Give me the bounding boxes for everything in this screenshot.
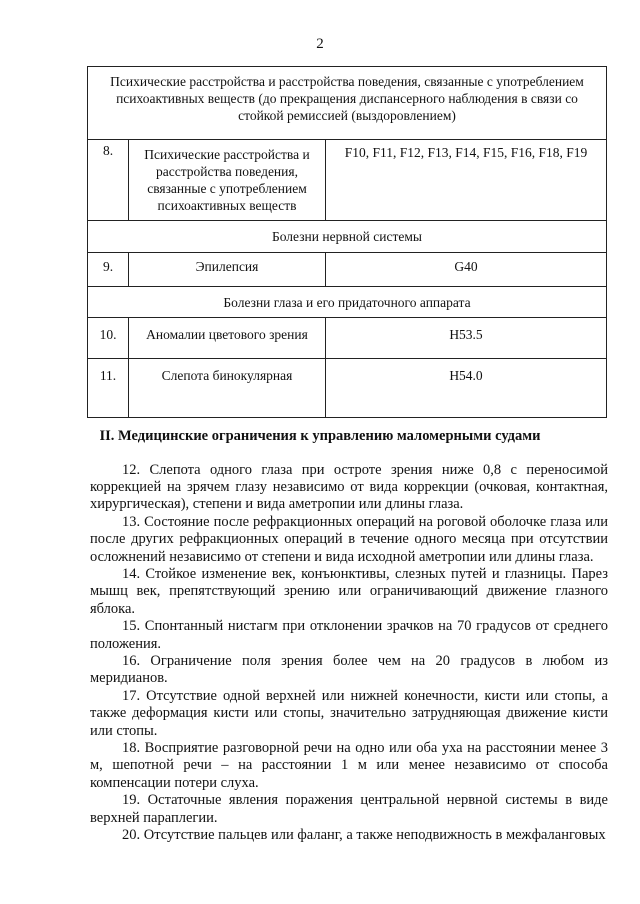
paragraph: 18. Восприятие разговорной речи на одно или оба уха на расстоянии менее 3 м, шепотной речи – на расстоянии 1 м или менее независимо от способа компенсации потери слуха. bbox=[90, 740, 608, 791]
table-row bbox=[88, 318, 607, 359]
restrictions-list bbox=[90, 462, 608, 845]
row-number: 11. bbox=[88, 359, 129, 418]
paragraph: 20. Отсутствие пальцев или фаланг, а также неподвижность в межфаланговых bbox=[122, 827, 606, 844]
diagnosis-table bbox=[87, 66, 607, 418]
row-number: 8. bbox=[88, 140, 129, 221]
section-cell: Болезни нервной системы bbox=[88, 221, 607, 253]
table-section-row bbox=[88, 221, 607, 253]
section-title: II. Медицинские ограничения к управлению маломерными судами bbox=[99, 428, 541, 444]
paragraph: 14. Стойкое изменение век, конъюнктивы, слезных путей и глазницы. Парез мышц век, препятствующий зрению или ограничивающий движение глазного яблока. bbox=[90, 566, 608, 617]
table-row bbox=[88, 359, 607, 418]
diagnosis-name: Психические расстройства и расстройства поведения, связанные с употреблением психоактивных веществ bbox=[129, 140, 326, 221]
row-number: 9. bbox=[88, 253, 129, 287]
row-number: 10. bbox=[88, 318, 129, 359]
paragraph: 16. Ограничение поля зрения более чем на 20 градусов в любом из меридианов. bbox=[90, 653, 608, 687]
icd-code: H53.5 bbox=[326, 318, 607, 359]
paragraph: 12. Слепота одного глаза при остроте зрения ниже 0,8 с переносимой коррекцией на зрячем глазу независимо от вида коррекции (очковая, контактная, хирургическая), степени и вида аметропии или длины глаза. bbox=[90, 462, 608, 513]
diagnosis-name: Аномалии цветового зрения bbox=[129, 318, 326, 359]
group-header-cell: Психические расстройства и расстройства поведения, связанные с употреблением психоактивных веществ (до прекращения диспансерного наблюдения в связи со стойкой ремиссией (выздоровлением) bbox=[88, 67, 607, 140]
table-group-header-row bbox=[88, 67, 607, 140]
diagnosis-name: Слепота бинокулярная bbox=[129, 359, 326, 418]
table-section-row bbox=[88, 287, 607, 318]
table-row bbox=[88, 140, 607, 221]
paragraph: 15. Спонтанный нистагм при отклонении зрачков на 70 градусов от среднего положения. bbox=[90, 618, 608, 652]
icd-code: F10, F11, F12, F13, F14, F15, F16, F18, F19 bbox=[326, 140, 607, 221]
icd-code: G40 bbox=[326, 253, 607, 287]
diagnosis-name: Эпилепсия bbox=[129, 253, 326, 287]
section-cell: Болезни глаза и его придаточного аппарата bbox=[88, 287, 607, 318]
paragraph: 17. Отсутствие одной верхней или нижней конечности, кисти или стопы, а также деформация кисти или стопы, значительно затрудняющая движение кисти или стопы. bbox=[90, 688, 608, 739]
table-row bbox=[88, 253, 607, 287]
page-number: 2 bbox=[316, 36, 324, 52]
paragraph: 19. Остаточные явления поражения центральной нервной системы в виде верхней параплегии. bbox=[90, 792, 608, 826]
icd-code: H54.0 bbox=[326, 359, 607, 418]
paragraph: 13. Состояние после рефракционных операций на роговой оболочке глаза или после других рефракционных операций в течение одного месяца при отсутствии осложнений независимо от степени и вида исходной аметропии или длины глаза. bbox=[90, 514, 608, 565]
